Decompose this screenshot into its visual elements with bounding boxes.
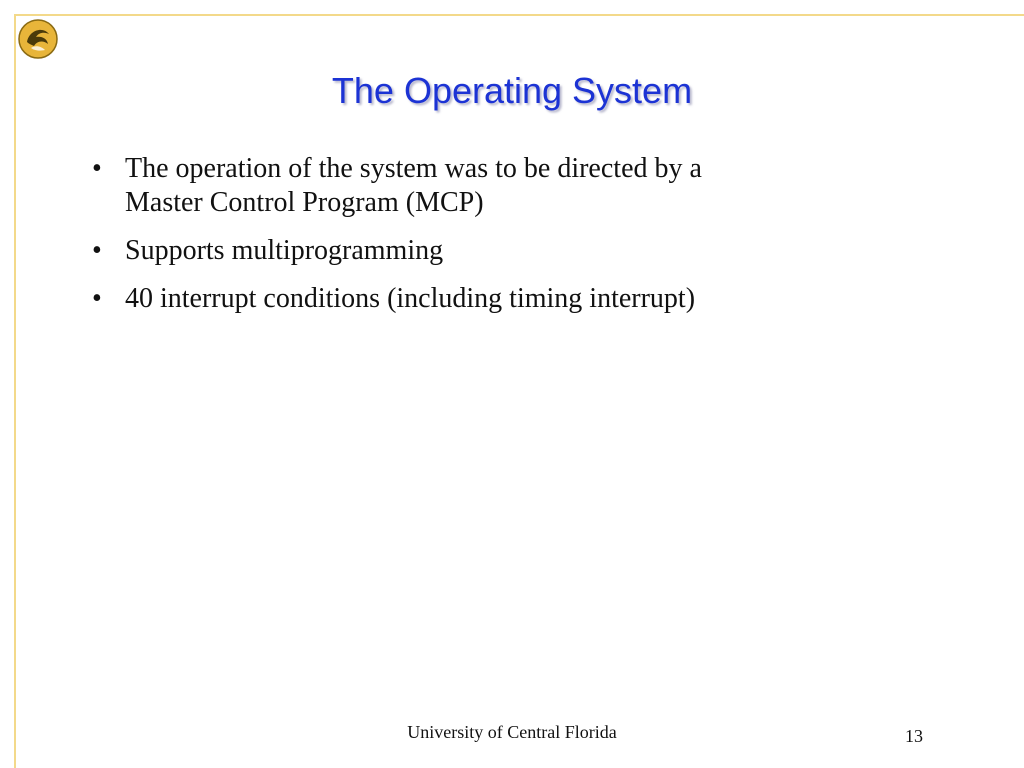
bullet-text-line: Master Control Program (MCP) xyxy=(125,187,484,218)
bullet-text-line: The operation of the system was to be directed by a xyxy=(125,153,702,184)
ucf-pegasus-logo-icon xyxy=(17,18,59,60)
bullet-item xyxy=(92,152,892,220)
frame-top-line xyxy=(14,14,1024,16)
slide-title: The Operating System xyxy=(331,70,693,111)
bullet-item xyxy=(92,282,892,316)
bullet-item xyxy=(92,234,892,268)
bullet-dot: • xyxy=(92,153,102,184)
page-number: 13 xyxy=(905,726,923,746)
bullet-text: Supports multiprogramming xyxy=(125,235,444,266)
frame-left-line xyxy=(14,14,16,768)
bullet-dot: • xyxy=(92,283,102,314)
bullet-list xyxy=(92,152,892,330)
bullet-text: 40 interrupt conditions (including timing interrupt) xyxy=(125,283,696,314)
bullet-dot: • xyxy=(92,235,102,266)
footer-text: University of Central Florida xyxy=(407,722,617,742)
